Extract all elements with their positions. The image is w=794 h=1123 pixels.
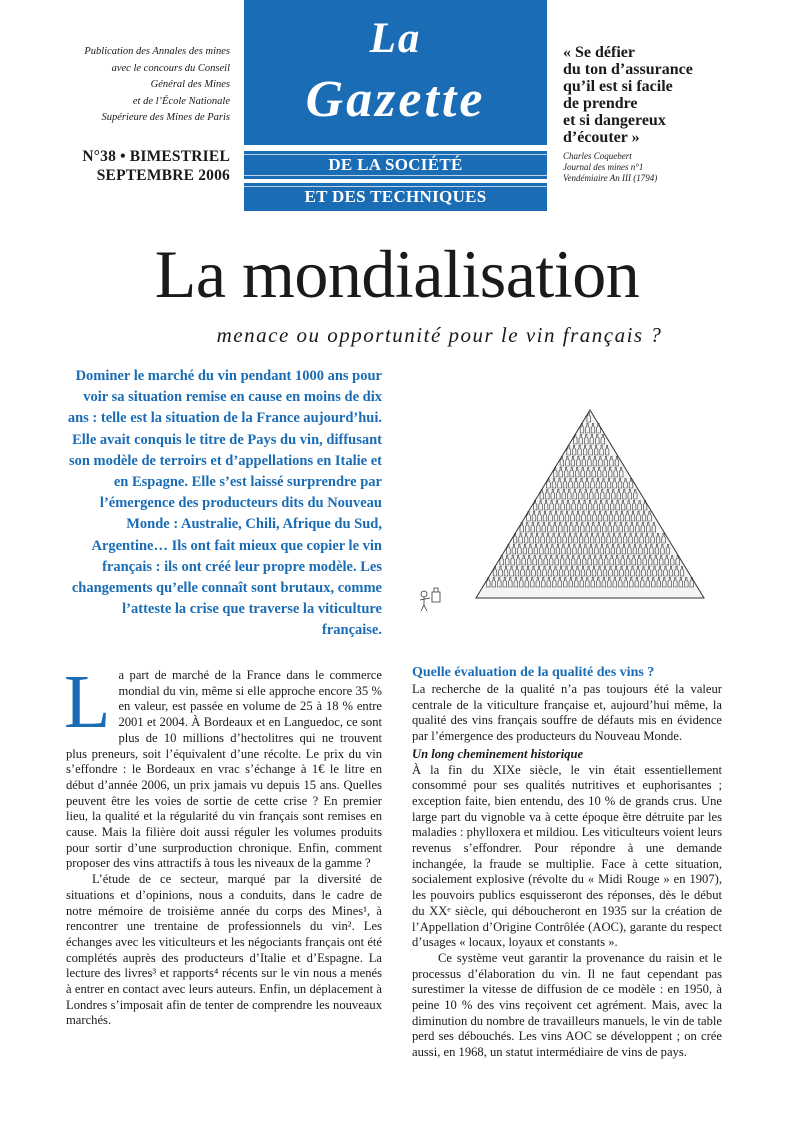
quote-source <box>563 151 763 184</box>
issue-date: SEPTEMBRE 2006 <box>96 167 230 184</box>
band-rule <box>244 186 547 187</box>
quote-line: de prendre <box>563 95 638 112</box>
quote-source-line: Vendémiaire An III (1794) <box>563 173 658 183</box>
publication-line: avec le concours du Conseil <box>111 62 230 74</box>
quote-line: et si dangereux <box>563 112 666 129</box>
masthead-logo-gazette: Gazette <box>305 71 486 128</box>
article-lead: Dominer le marché du vin pendant 1000 ans pour voir sa situation remise en cause en moins de dix ans : telle est la situation de la France aujourd’hui. Elle avait conquis le titre de Pays du vin, diffusant son modèle de terroirs et d’appellations en Italie et en Espagne. Elle s’est laissé surprendre par l’émergence des producteurs dits du Nouveau Monde : Australie, Chili, Afrique du Sud, Argentine… Ils ont fait mieux que copier le vin français : ils ont créé leur propre modèle. Les changements qu’elle connaît sont brutaux, comme l’atteste la crise que traverse la viticulture française. <box>67 368 382 639</box>
quote-line: qu’il est si facile <box>563 78 673 95</box>
section-heading: Quelle évaluation de la qualité des vins ? <box>412 665 655 680</box>
masthead-band-1-text: DE LA SOCIÉTÉ <box>328 155 463 174</box>
publication-line: Publication des Annales des mines <box>84 46 230 57</box>
epigraph-quote <box>563 44 763 146</box>
article-subtitle: menace ou opportunité pour le vin français ? <box>216 323 663 347</box>
publication-line: Général des Mines <box>150 79 230 90</box>
band-rule <box>244 175 547 176</box>
publication-info <box>55 44 230 127</box>
quote-line: du ton d’assurance <box>563 61 693 78</box>
article-title: La mondialisation <box>154 236 640 312</box>
issue-info <box>55 147 230 185</box>
quote-source-line: Journal des mines n°1 <box>563 162 644 172</box>
small-figure <box>420 588 440 611</box>
body-paragraph: L’étude de ce secteur, marqué par la diversité de situations et d’opinions, nous a conduits, dans le cadre de notre mémoire de troisième année du corps des Mines¹, à rencontrer une trentaine de professionnels du vin². Les échanges avec les viticulteurs et les négociants français ont été complétés auprès des producteurs d’Italie et d’Espagne. La lecture des livres³ et rapports⁴ récents sur le vin nous a menés à entrer en contact avec leurs auteurs. Enfin, un déplacement à Londres s’imposait afin de tenter de comprendre les nouveaux marchés. <box>66 872 382 1028</box>
publication-line: et de l’École Nationale <box>132 95 230 107</box>
publication-line: Supérieure des Mines de Paris <box>101 112 230 123</box>
masthead-logo-la: La <box>369 15 422 62</box>
masthead-band-2-text: ET DES TECHNIQUES <box>304 187 487 206</box>
quote-line: d’écouter » <box>563 129 640 146</box>
body-paragraph: Ce système veut garantir la provenance du raisin et le processus d’élaboration du vin. Il ne faut cependant pas surestimer la vitesse de diffusion de ce modèle : en 1950, à peine 10 % des vins reçoivent cet agrément. Mais, avec la diminution du nombre de travailleurs manuels, le vin de table perd ses débouchés. Les vins AOC se développent ; on crée aussi, en 1968, un statut intermédiaire de vins de pays. <box>412 950 722 1060</box>
issue-number: N°38 • BIMESTRIEL <box>82 148 230 165</box>
masthead-band-2 <box>244 183 547 211</box>
section-subheading: Un long cheminement historique <box>412 746 584 761</box>
body-paragraph: La recherche de la qualité n’a pas toujours été la valeur centrale de la viticulture française et, aujourd’hui même, la qualité des vins français souffre de défauts mis en évidence par l’émergence des producteurs du Nouveau Monde. <box>412 682 722 744</box>
bottle-pyramid-illustration <box>412 408 712 618</box>
drop-cap: L <box>64 660 111 744</box>
article-right-column <box>412 664 722 1061</box>
quote-line: « Se défier <box>563 44 635 61</box>
body-paragraph: a part de marché de la France dans le commerce mondial du vin, même si elle approche encore 35 % en valeur, est passée en volume de 25 à 18 % entre 2001 et 2004. À Bordeaux et en Languedoc, ce sont plus de 10 millions d’hectolitres qui ne trouvent plus preneurs, soit l’équivalent d’une récolte. Le prix du vin s’effondre : le Bordeaux en vrac s’échange à 1€ le litre en début d’année 2006, un prix jamais vu depuis 15 ans. Quelles peuvent être les voies de sortie de cette crise ? En premier lieu, la qualité et la régularité du vin français sont remises en cause. Mais la filière doit aussi réguler les volumes produits pour sortir d’une surproduction chronique. Enfin, comment proposer des vins attractifs à tous les niveaux de la gamme ? <box>66 668 382 871</box>
body-paragraph: À la fin du XIXe siècle, le vin était essentiellement consommé pour ses qualités nutritives et euphorisantes ; exception faite, bien entendu, des 10 % de grands crus. Une large part du vignoble va à cette époque être détruite par les maladies : phylloxera et mildiou. Les viticulteurs voient leurs revenus s’effondrer. Pour répondre à une demande inchangée, la fraude se multiplie. Face à cette situation, socialement explosive (révolte du « Midi Rouge » en 1907), les pouvoirs publics esquisseront des réponses, dès le début du XXᵉ siècle, qui déboucheront en 1935 sur la création de l’Appellation d’Origine Contrôlée (AOC), garante du respect d’usages « locaux, loyaux et constants ». <box>412 762 722 950</box>
masthead-band-1 <box>244 151 547 179</box>
quote-source-line: Charles Coquebert <box>563 151 632 161</box>
article-left-column <box>64 660 382 1029</box>
band-rule <box>244 154 547 155</box>
